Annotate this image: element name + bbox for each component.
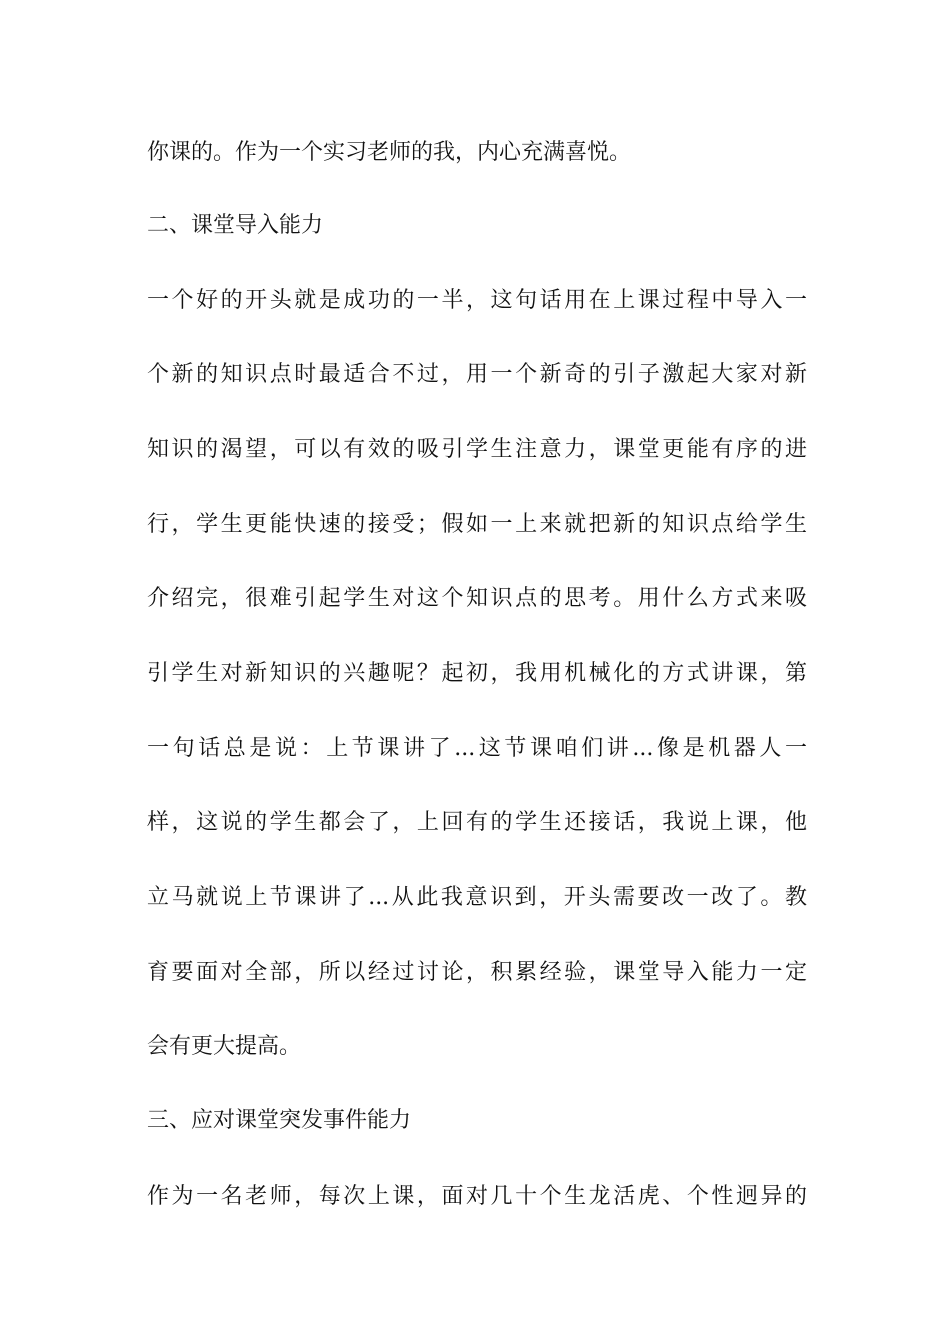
text-line: 行，学生更能快速的接受；假如一上来就把新的知识点给学生 — [147, 512, 807, 537]
text-line: 育要面对全部，所以经过讨论，积累经验，课堂导入能力一定 — [147, 960, 807, 985]
text-line: 会有更大提高。 — [147, 1034, 302, 1059]
section-heading: 二、课堂导入能力 — [147, 213, 324, 238]
text-line: 介绍完，很难引起学生对这个知识点的思考。用什么方式来吸 — [147, 586, 807, 611]
text-line: 你课的。作为一个实习老师的我，内心充满喜悦。 — [147, 140, 632, 165]
text-line: 引学生对新知识的兴趣呢？起初，我用机械化的方式讲课，第 — [147, 661, 807, 686]
text-line: 样，这说的学生都会了，上回有的学生还接话，我说上课，他 — [147, 810, 807, 835]
text-line: 作为一名老师，每次上课，面对几十个生龙活虎、个性迥异的 — [147, 1184, 807, 1209]
text-line: 个新的知识点时最适合不过，用一个新奇的引子激起大家对新 — [147, 362, 807, 387]
text-line: 一个好的开头就是成功的一半，这句话用在上课过程中导入一 — [147, 288, 807, 313]
text-line: 一句话总是说：上节课讲了...这节课咱们讲...像是机器人一 — [147, 736, 807, 761]
text-line: 知识的渴望，可以有效的吸引学生注意力，课堂更能有序的进 — [147, 437, 807, 462]
text-line: 立马就说上节课讲了...从此我意识到，开头需要改一改了。教 — [147, 885, 807, 910]
section-heading: 三、应对课堂突发事件能力 — [147, 1108, 412, 1133]
